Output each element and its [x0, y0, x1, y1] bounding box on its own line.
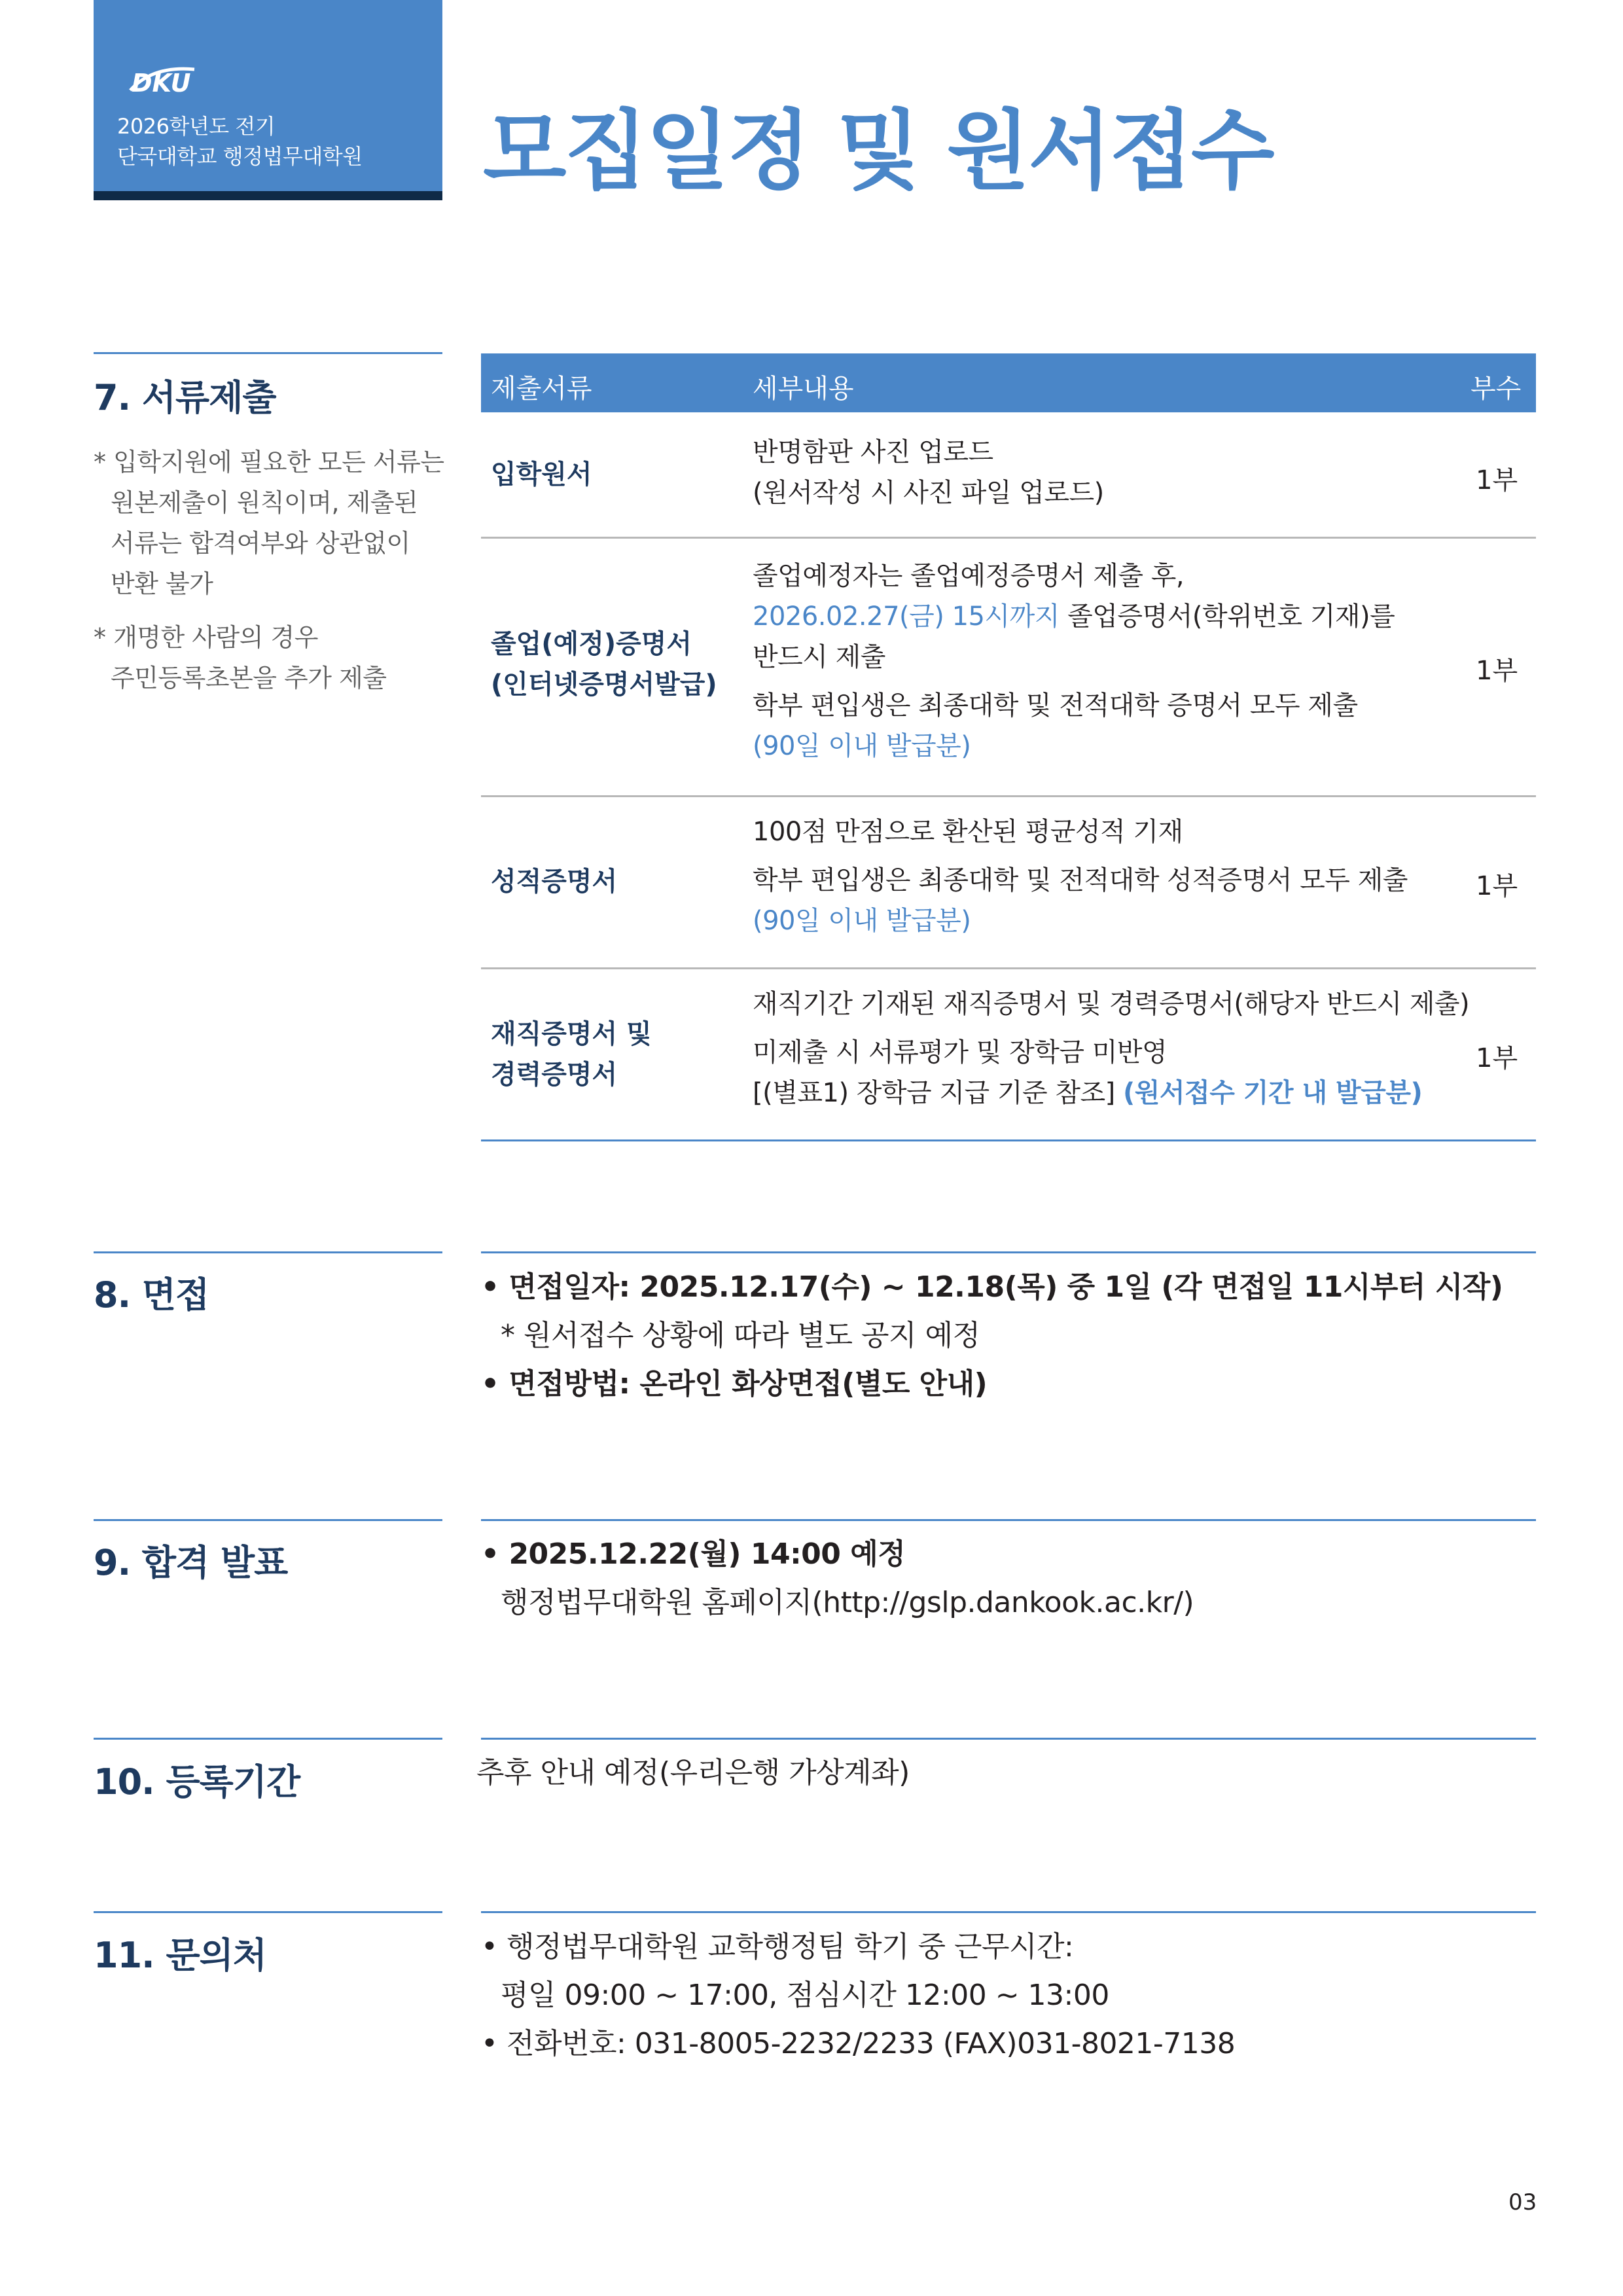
row-count: 1부 — [1476, 656, 1518, 686]
page-number: 03 — [1508, 2189, 1537, 2215]
homepage-link[interactable]: 행정법무대학원 홈페이지(http://gslp.dankook.ac.kr/) — [501, 1586, 1194, 1619]
section-title-announce: 9. 합격 발표 — [94, 1542, 288, 1583]
row-document-name: 졸업(예정)증명서 (인터넷증명서발급) — [491, 629, 717, 700]
section-rule — [94, 352, 442, 354]
section-title-contact: 11. 문의처 — [94, 1935, 266, 1976]
table-row — [481, 539, 1536, 797]
interview-content: • 면접일자: 2025.12.17(수) ~ 12.18(목) 중 1일 (각 면접일 11시부터 시작) * 원서접수 상황에 따라 별도 공지 예정 • 면접방법: 온라인 화상면접(별도 안내) — [481, 1270, 1503, 1401]
header-details: 세부내용 — [753, 374, 854, 404]
row-count: 1부 — [1476, 871, 1518, 901]
row-document-name: 재직증명서 및 경력증명서 — [491, 1019, 652, 1090]
table-row — [481, 412, 1536, 539]
row-details: 100점 만점으로 환산된 평균성적 기재 학부 편입생은 최종대학 및 전적대학 성적증명서 모두 제출 (90일 이내 발급분) — [753, 817, 1408, 936]
section-rule — [94, 1738, 442, 1740]
brand-box — [94, 0, 442, 199]
documents-table — [481, 353, 1536, 1141]
section-title-interview: 8. 면접 — [94, 1274, 209, 1316]
brand-school: 단국대학교 행정법무대학원 — [117, 144, 363, 169]
row-details: 재직기간 기재된 재직증명서 및 경력증명서(해당자 반드시 제출) 미제출 시 서류평가 및 장학금 미반영 [(별표1) 장학금 지급 기준 참조] (원서접수 기간 내 발급분) — [753, 989, 1470, 1108]
documents-note-1: * 입학지원에 필요한 모든 서류는 원본제출이 원칙이며, 제출된 서류는 합격여부와 상관없이 반환 불가 — [94, 448, 444, 598]
documents-note-2: * 개명한 사람의 경우 주민등록초본을 추가 제출 — [94, 623, 387, 692]
row-details: 졸업예정자는 졸업예정증명서 제출 후, 2026.02.27(금) 15시까지 졸업증명서(학위번호 기재)를 반드시 제출 학부 편입생은 최종대학 및 전적대학 증명서 모두 제출 (90일 이내 발급분) — [753, 561, 1395, 761]
contact-content: • 행정법무대학원 교학행정팀 학기 중 근무시간: 평일 09:00 ~ 17:00, 점심시간 12:00 ~ 13:00 • 전화번호: 031-8005-2232/2233 (FAX)031-8021-7138 — [481, 1930, 1236, 2060]
content-rule — [481, 1251, 1536, 1253]
section-rule — [94, 1251, 442, 1253]
announce-content: • 2025.12.22(월) 14:00 예정 행정법무대학원 홈페이지(http://gslp.dankook.ac.kr/) — [481, 1530, 1194, 1627]
content-rule — [481, 1738, 1536, 1740]
row-document-name: 입학원서 — [491, 459, 592, 490]
section-rule — [94, 1519, 442, 1521]
table-row — [481, 969, 1536, 1141]
header-document: 제출서류 — [491, 374, 592, 404]
brand-bottom-bar — [94, 191, 442, 200]
section-rule — [94, 1911, 442, 1913]
row-count: 1부 — [1476, 465, 1518, 495]
row-details: 반명함판 사진 업로드 (원서작성 시 사진 파일 업로드) — [753, 437, 1104, 508]
section-title-registration: 10. 등록기간 — [94, 1761, 300, 1803]
brand-year: 2026학년도 전기 — [117, 114, 276, 139]
table-header — [481, 353, 1536, 412]
content-rule — [481, 1519, 1536, 1521]
dku-logo-icon — [126, 60, 198, 99]
content-rule — [481, 1911, 1536, 1913]
page-title: 모집일정 및 원서접수 — [483, 101, 1273, 202]
header-count: 부수 — [1471, 374, 1522, 404]
row-count: 1부 — [1476, 1043, 1518, 1073]
table-row — [481, 797, 1536, 969]
row-document-name: 성적증명서 — [491, 867, 618, 897]
section-title-documents: 7. 서류제출 — [94, 377, 276, 418]
svg-text:DKU: DKU — [132, 69, 191, 98]
registration-content: 추후 안내 예정(우리은행 가상계좌) — [476, 1756, 910, 1789]
